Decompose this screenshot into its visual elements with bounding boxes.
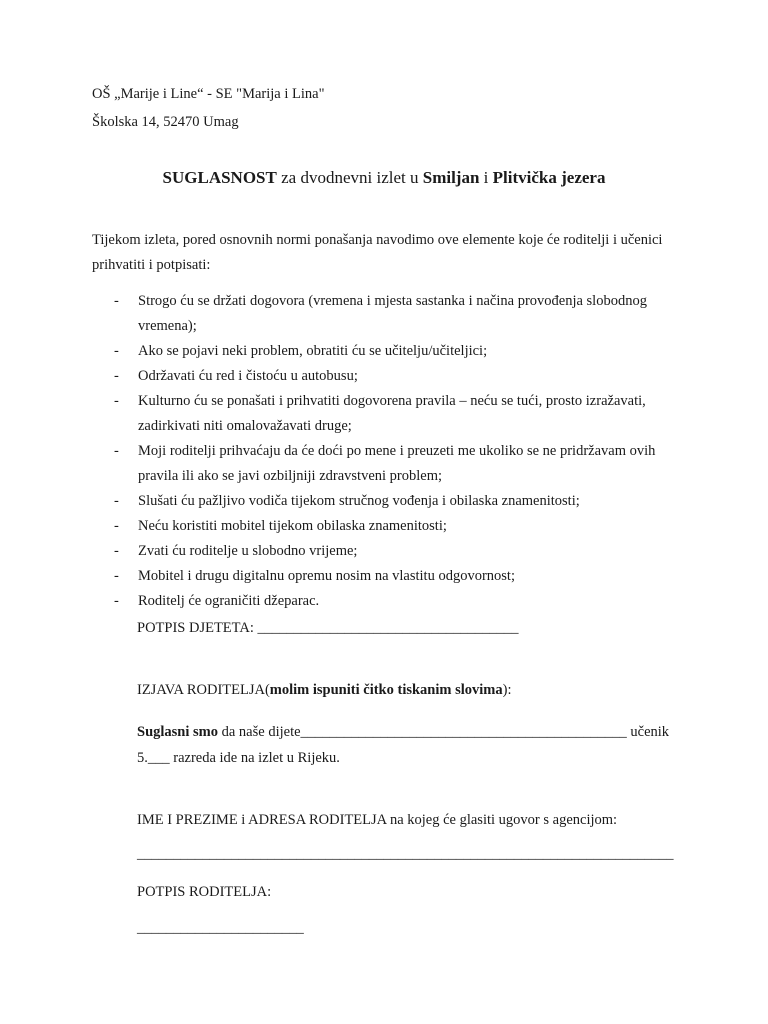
rule-item [92,439,692,489]
rule-text: Održavati ću red i čistoću u autobusu; [138,368,358,384]
title-text-2: i [479,168,493,187]
title-text-1: za dvodnevni izlet u [276,168,423,187]
bullet-dash: - [114,493,119,509]
parent-signature-blank: _______________________ [137,920,304,936]
school-name: OŠ „Marije i Line“ - SE "Marija i Lina" [92,86,325,102]
document-title [0,168,768,188]
intro-paragraph: Tijekom izleta, pored osnovnih normi ponašanja navodimo ove elemente koje će roditelji i učenici prihvatiti i potpisati: [92,232,663,273]
bullet-dash: - [114,393,119,409]
bullet-dash: - [114,368,119,384]
rule-item [92,364,692,389]
rule-text: Kulturno ću se ponašati i prihvatiti dogovorena pravila – neću se tući, prosto izražavati, zadirkivati niti omalovažavati druge; [138,393,646,434]
parent-declaration-heading [137,682,512,699]
rule-text: Roditelj će ograničiti džeparac. [138,593,320,609]
title-bold-smiljan: Smiljan [422,168,480,187]
parent-name-blank: __________________________________________________________________________ [137,846,674,862]
rule-item [92,514,692,539]
rule-item [92,489,692,514]
rule-text: Ako se pojavi neki problem, obratiti ću se učitelju/učiteljici; [138,343,488,359]
bullet-dash: - [114,343,119,359]
title-bold-suglasnost: SUGLASNOST [162,168,277,187]
rule-item [92,289,692,339]
rule-item [92,339,692,364]
rule-item [92,589,692,614]
parent-name-prompt: IME I PREZIME i ADRESA RODITELJA na kojeg će glasiti ugovor s agencijom: [137,812,618,828]
consent-class-line: 5.___ razreda ide na izlet u Rijeku. [137,750,340,766]
bullet-dash: - [114,443,119,459]
declaration-instruction: molim ispuniti čitko tiskanim slovima [269,682,503,698]
school-address: Školska 14, 52470 Umag [92,114,239,130]
rule-text: Neću koristiti mobitel tijekom obilaska znamenitosti; [138,518,447,534]
rule-text: Mobitel i drugu digitalnu opremu nosim na vlastitu odgovornost; [138,568,515,584]
rule-text: Slušati ću pažljivo vodiča tijekom stručnog vođenja i obilaska znamenitosti; [138,493,580,509]
consent-line [137,724,669,741]
consent-bold: Suglasni smo [137,724,218,740]
bullet-dash: - [114,293,119,309]
rule-text: Zvati ću roditelje u slobodno vrijeme; [138,543,358,559]
rules-list [92,289,692,614]
rule-item [92,539,692,564]
bullet-dash: - [114,543,119,559]
declaration-suffix: ): [502,682,512,698]
title-bold-plitvice: Plitvička jezera [492,168,606,187]
rule-item [92,389,692,439]
bullet-dash: - [114,518,119,534]
consent-text: da naše dijete_____________________________________________ učenik [218,724,670,740]
parent-signature-label: POTPIS RODITELJA: [137,884,272,900]
child-signature-line: POTPIS DJETETA: ____________________________________ [137,620,519,636]
rule-text: Strogo ću se držati dogovora (vremena i mjesta sastanka i načina provođenja slobodnog vremena); [138,293,647,334]
bullet-dash: - [114,568,119,584]
declaration-prefix: IZJAVA RODITELJA( [137,682,270,698]
rule-item [92,564,692,589]
rule-text: Moji roditelji prihvaćaju da će doći po mene i preuzeti me ukoliko se ne pridržavam ovih pravila ili ako se javi ozbiljniji zdravstveni problem; [138,443,656,484]
bullet-dash: - [114,593,119,609]
